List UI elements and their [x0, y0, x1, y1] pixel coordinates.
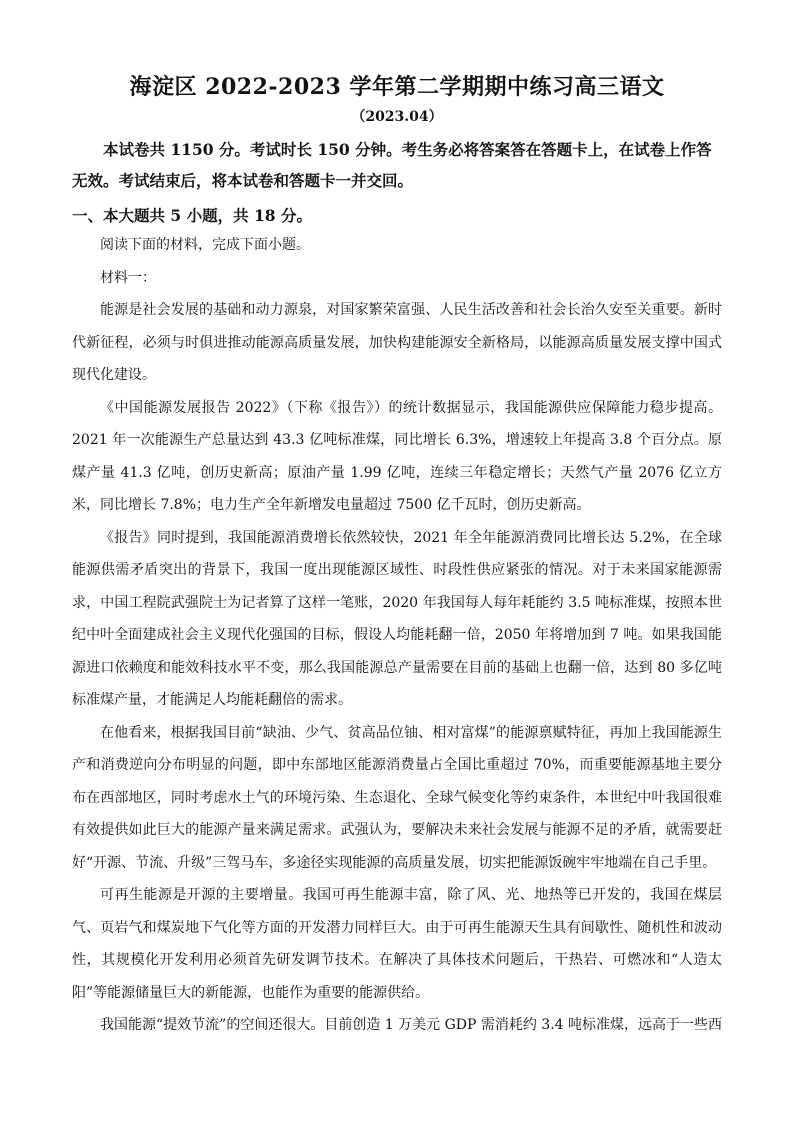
article-paragraph: 《报告》同时提到，我国能源消费增长依然较快，2021 年全年能源消费同比增长达 5.2%，在全球能源供需矛盾突出的背景下，我国一度出现能源区域性、时段性供应紧张的情况。对于未来国家能源需求，中国工程院武强院士为记者算了这样一笔账，2020 年我国每人每年耗能约 3.5 吨标准煤，按照本世纪中叶全面建成社会主义现代化强国的目标，假设人均能耗翻一倍，2050 年将增加到 7 吨。如果我国能源进口依赖度和能效科技水平不变，那么我国能源总产量需要在目前的基础上也翻一倍，达到 80 多亿吨标准煤产量，才能满足人均能耗翻倍的需求。	[72, 529, 722, 708]
article-paragraph: 能源是社会发展的基础和动力源泉，对国家繁荣富强、人民生活改善和社会长治久安至关重要。新时代新征程，必须与时俱进推动能源高质量发展，加快构建能源安全新格局，以能源高质量发展支撑中国式现代化建设。	[72, 302, 722, 383]
article-paragraph: 我国能源“提效节流”的空间还很大。目前创造 1 万美元 GDP 需消耗约 3.4 吨标准煤，远高于一些西	[100, 1017, 723, 1033]
reading-instruction: 阅读下面的材料，完成下面小题。	[100, 237, 310, 253]
exam-title: 海淀区 2022-2023 学年第二学期期中练习高三语文	[129, 74, 665, 100]
exam-date: （2023.04）	[351, 109, 443, 125]
section-heading: 一、本大题共 5 小题，共 18 分。	[72, 206, 312, 225]
article-body	[72, 294, 722, 1042]
article-paragraph: 在他看来，根据我国目前“缺油、少气、贫高品位铀、相对富煤”的能源禀赋特征，再加上我国能源生产和消费逆向分布明显的问题，即中东部地区能源消费量占全国比重超过 70%，而重要能源基地主要分布在西部地区，同时考虑水土气的环境污染、生态退化、全球气候变化等约束条件，本世纪中叶我国很难有效提供如此巨大的能源产量来满足需求。武强认为，要解决未来社会发展与能源不足的矛盾，就需要赶好“开源、节流、升级”三驾马车，多途径实现能源的高质量发展，切实把能源饭碗牢牢地端在自己手里。	[72, 724, 722, 871]
exam-notice: 本试卷共 1150 分。考试时长 150 分钟。考生务必将答案答在答题卡上，在试卷上作答无效。考试结束后，将本试卷和答题卡一并交回。	[72, 140, 712, 190]
material-label: 材料一：	[100, 270, 156, 286]
article-paragraph: 可再生能源是开源的主要增量。我国可再生能源丰富，除了风、光、地热等已开发的，我国在煤层气、页岩气和煤炭地下气化等方面的开发潜力同样巨大。由于可再生能源天生具有间歇性、随机性和波动性，其规模化开发利用必须首先研发调节技术。在解决了具体技术问题后，干热岩、可燃冰和“人造太阳”等能源储量巨大的新能源，也能作为重要的能源供给。	[72, 887, 722, 1001]
article-paragraph: 《中国能源发展报告 2022》（下称《报告》）的统计数据显示，我国能源供应保障能力稳步提高。2021 年一次能源生产总量达到 43.3 亿吨标准煤，同比增长 6.3%，增速较上年提高 3.8 个百分点。原煤产量 41.3 亿吨，创历史新高；原油产量 1.99 亿吨，连续三年稳定增长；天然气产量 2076 亿立方米，同比增长 7.8%；电力生产全年新增发电量超过 7500 亿千瓦时，创历史新高。	[72, 399, 722, 513]
